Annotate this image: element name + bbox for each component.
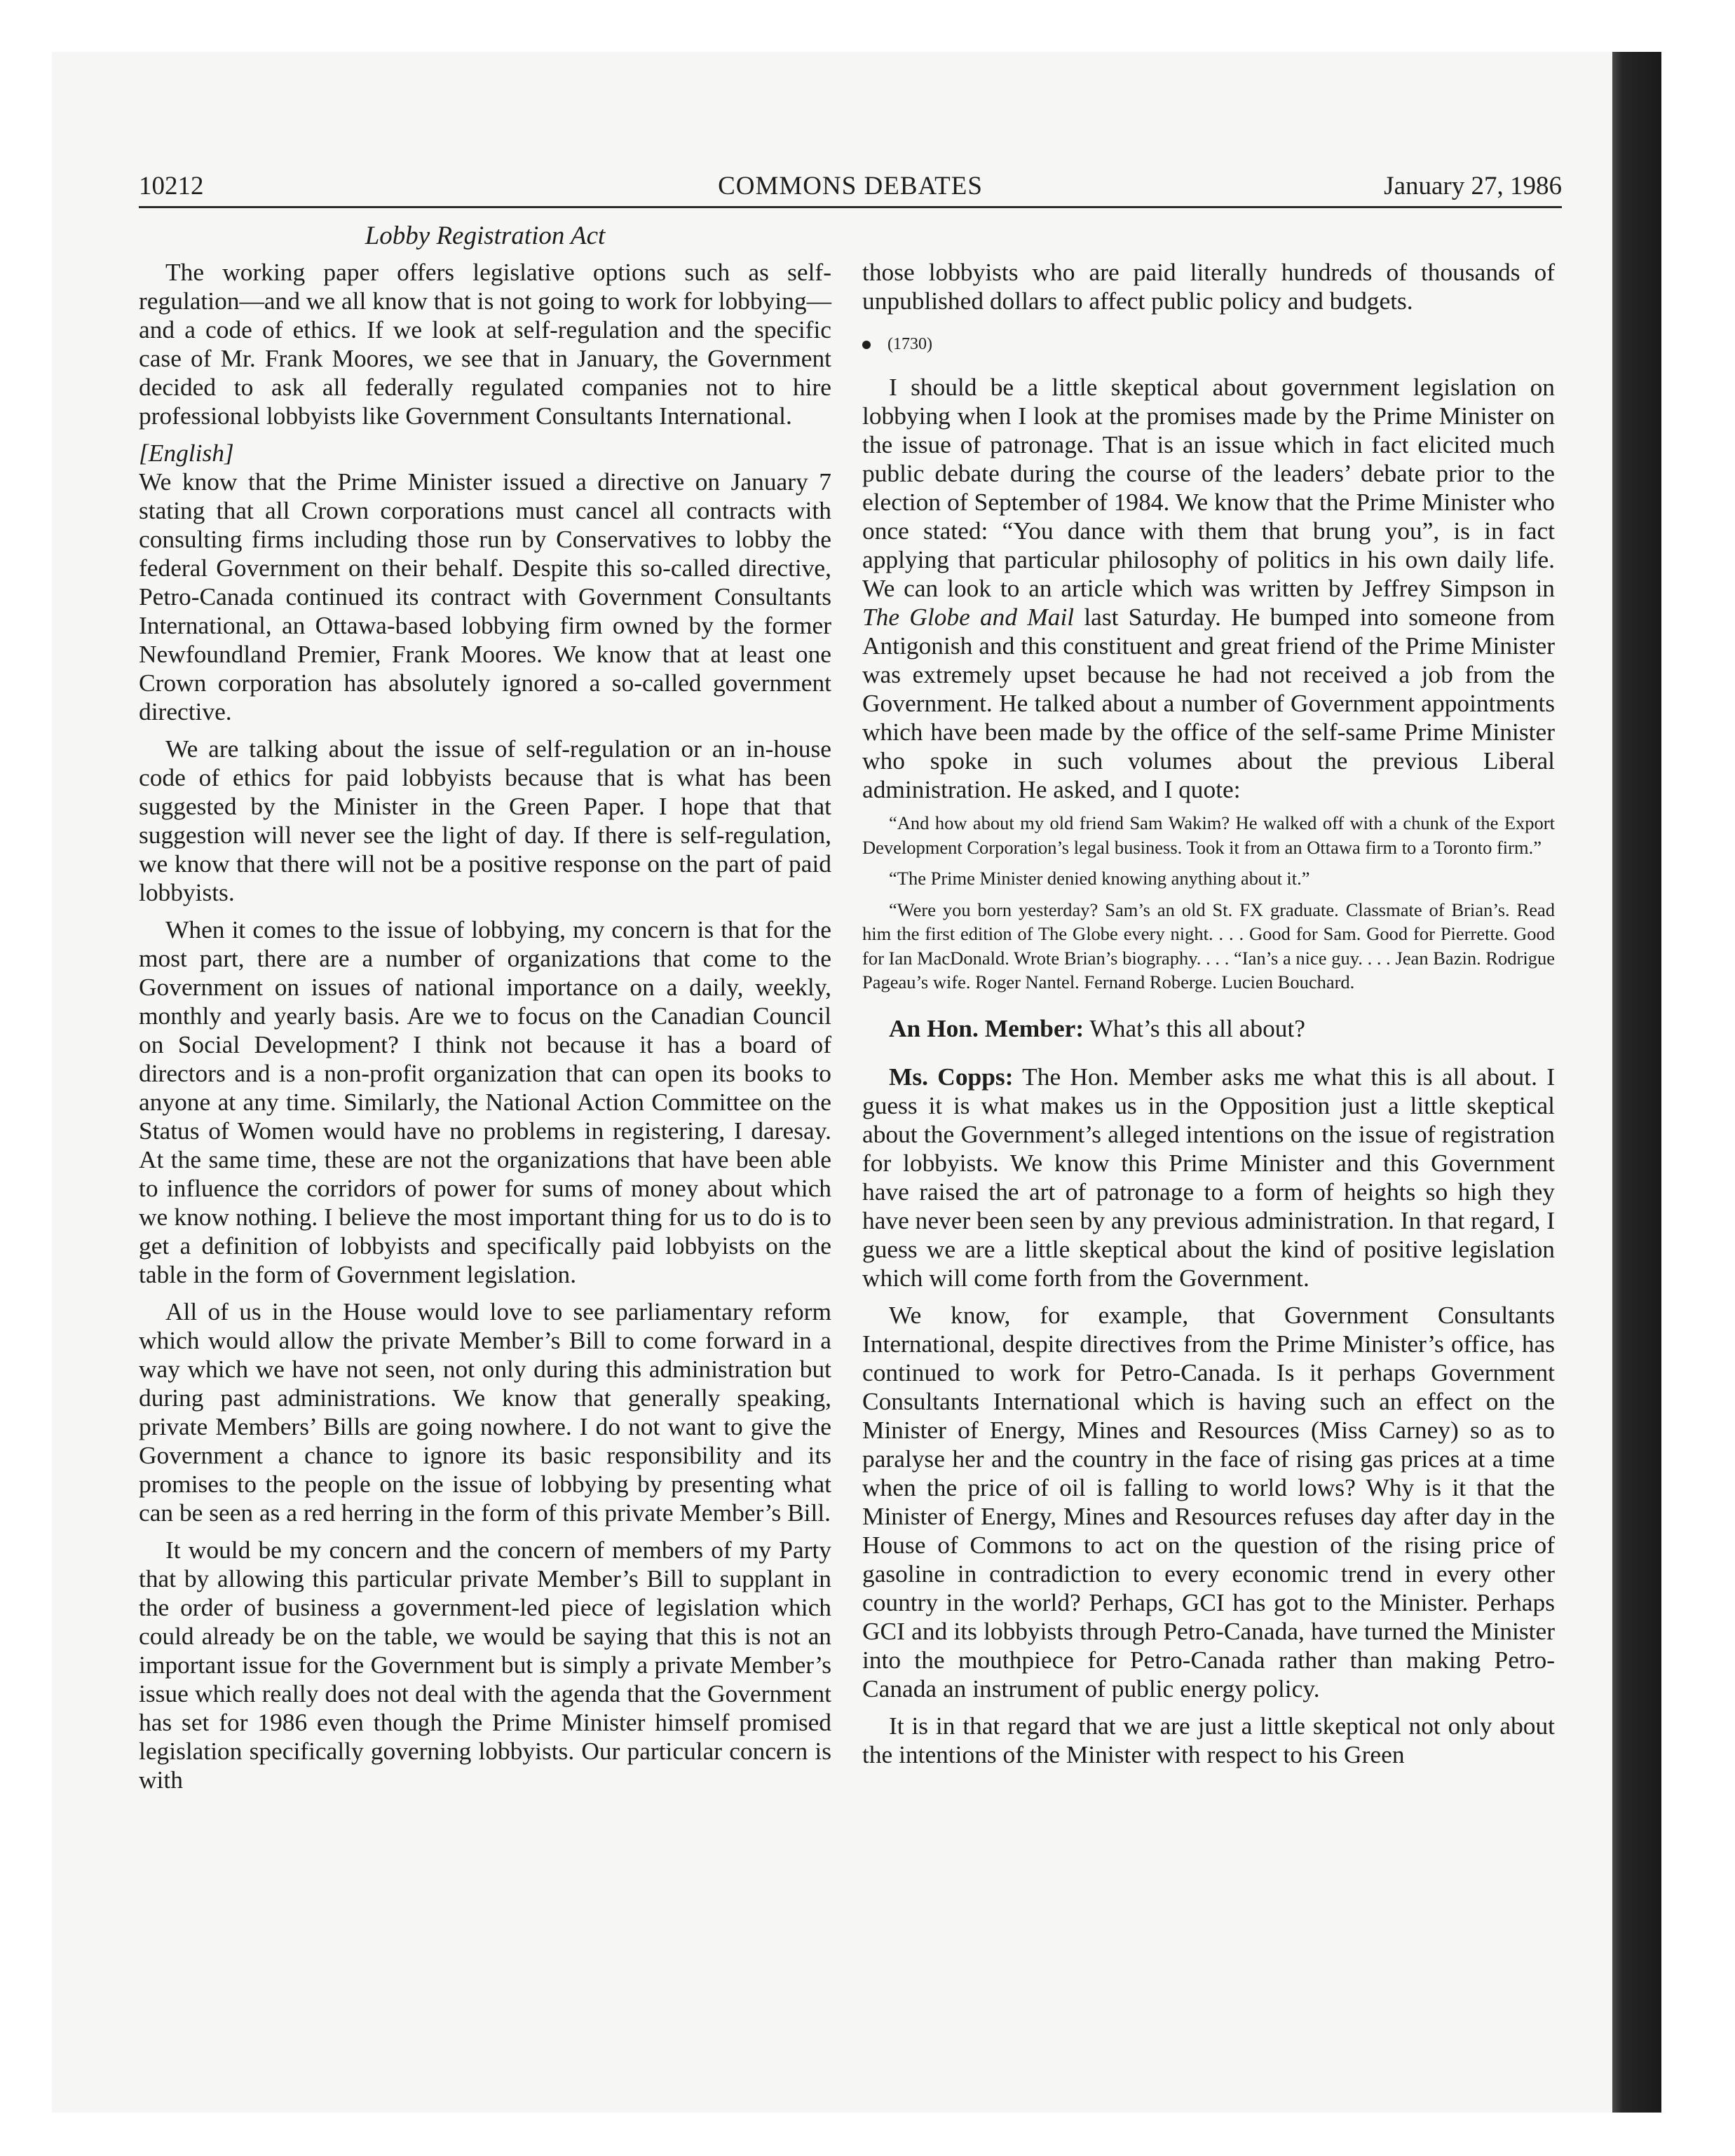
- speech: [862, 1063, 1555, 1292]
- page-date: January 27, 1986: [1384, 172, 1562, 200]
- bullet-icon: [862, 341, 871, 349]
- paragraph: All of us in the House would love to see parliamentary reform which would allow the private Member’s Bill to come forward in a way which we have not seen, not only during this administration but during past administrations. We know that generally speaking, private Members’ Bills are going nowhere. I do not want to give the Government a chance to ignore its basic responsibility and its promises to the people on the issue of lobbying by presenting what can be seen as a red herring in the form of this private Member’s Bill.: [139, 1297, 831, 1527]
- paragraph: It would be my concern and the concern of members of my Party that by allowing this particular private Member’s Bill to supplant in the order of business a government-led piece of legislation which could already be on the table, we would be saying that this is not an important issue for the Government but is simply a private Member’s issue which really does not deal with the agenda that the Government has set for 1986 even though the Prime Minister himself promised legislation specifically governing lobbyists. Our particular concern is with: [139, 1536, 831, 1794]
- timestamp-marker: [862, 334, 1555, 355]
- paragraph-text: last Saturday. He bumped into someone from Antigonish and this constituent and great friend of the Prime Minister was extremely upset because he had not received a job from the Government. He talked about a number of Government appointments which have been made by the office of the self-same Prime Minister who spoke in such volumes about the previous Liberal administration. He asked, and I quote:: [862, 603, 1555, 803]
- quotation: “The Prime Minister denied knowing anything about it.”: [889, 868, 1310, 889]
- paragraph: those lobbyists who are paid literally hundreds of thousands of unpublished dollars to affect public policy and budgets.: [862, 258, 1555, 315]
- paragraph: We know that the Prime Minister issued a directive on January 7 stating that all Crown corporations must cancel all contracts with consulting firms including those run by Conservatives to lobby the federal Government on their behalf. Despite this so-called directive, Petro-Canada continued its contract with Government Consultants International, an Ottawa-based lobbying firm owned by the former Newfoundland Premier, Frank Moores. We know that at least one Crown corporation has absolutely ignored a so-called government directive.: [139, 468, 831, 725]
- speaker-name: Ms. Copps:: [889, 1062, 1014, 1091]
- quotation: “And how about my old friend Sam Wakim? He walked off with a chunk of the Export Development Corporation’s legal business. Took it from an Ottawa firm to a Toronto firm.”: [862, 812, 1555, 858]
- paragraph: When it comes to the issue of lobbying, my concern is that for the most part, there are a number of organizations that come to the Government on issues of national importance on a daily, weekly, monthly and yearly basis. Are we to focus on the Canadian Council on Social Development? I think not because it has a board of directors and is a non-profit organization that can open its books to anyone at any time. Similarly, the National Action Committee on the Status of Women would have no problems in registering, I daresay. At the same time, these are not the organizations that have been able to influence the corridors of power for sums of money about which we know nothing. I believe the most important thing for us to do is to get a definition of lobbyists and specifically paid lobbyists on the table in the form of Government legislation.: [139, 915, 831, 1288]
- right-column: [862, 258, 1555, 1769]
- publication-title: COMMONS DEBATES: [718, 172, 983, 200]
- interjection: [862, 1014, 1555, 1043]
- section-title: Lobby Registration Act: [365, 221, 606, 250]
- quotation: “Were you born yesterday? Sam’s an old St. FX graduate. Classmate of Brian’s. Read him the first edition of The Globe every night. . . . Good for Sam. Good for Pierrette. Good for Ian MacDonald. Wrote Brian’s biography. . . . “Ian’s a nice guy. . . . Jean Bazin. Rodrigue Pageau’s wife. Roger Nantel. Fernand Roberge. Lucien Bouchard.: [862, 899, 1555, 992]
- scan-edge-shadow: [1612, 52, 1661, 2113]
- speaker-name: An Hon. Member:: [889, 1014, 1084, 1042]
- page-header: [139, 170, 1562, 208]
- paragraph: [862, 373, 1555, 804]
- paragraph: We know, for example, that Government Consultants International, despite directives from the Prime Minister’s office, has continued to work for Petro-Canada. Is it perhaps Government Consultants International which is having such an effect on the Minister of Energy, Mines and Resources (Miss Carney) so as to paralyse her and the country in the face of rising gas prices at a time when the price of oil is falling to world lows? Why is it that the Minister of Energy, Mines and Resources refuses day after day in the House of Commons to act on the question of the rising price of gasoline in contradiction to every economic trend in every other country in the world? Perhaps, GCI has got to the Minister. Perhaps GCI and its lobbyists through Petro-Canada, have turned the Minister into the mouthpiece for Petro-Canada rather than making Petro-Canada an instrument of public energy policy.: [862, 1300, 1555, 1703]
- speech-text: The Hon. Member asks me what this is all about. I guess it is what makes us in the Opposition just a little skeptical about the Government’s alleged intentions on the issue of registration for lobbyists. We know this Prime Minister and this Government have raised the art of patronage to a form of heights so high they have never been seen by any previous administration. In that regard, I guess we are a little skeptical about the kind of positive legislation which will come forth from the Government.: [862, 1062, 1555, 1292]
- newspaper-title: The Globe and Mail: [862, 603, 1075, 631]
- timestamp: (1730): [887, 335, 932, 353]
- paragraph: It is in that regard that we are just a little skeptical not only about the intentions of the Minister with respect to his Green: [862, 1711, 1555, 1768]
- speech-text: What’s this all about?: [1084, 1014, 1306, 1042]
- left-column: [139, 258, 831, 1794]
- paragraph-text: I should be a little skeptical about government legislation on lobbying when I look at the promises made by the Prime Minister on the issue of patronage. That is an issue which in fact elicited much public debate during the course of the leaders’ debate prior to the election of September of 1984. We know that the Prime Minister who once stated: “You dance with them that brung you”, is in fact applying that particular philosophy of politics in his own daily life. We can look to an article which was written by Jeffrey Simpson in: [862, 373, 1555, 602]
- paragraph: We are talking about the issue of self-regulation or an in-house code of ethics for paid lobbyists because that is what has been suggested by the Minister in the Green Paper. I hope that that suggestion will never see the light of day. If there is self-regulation, we know that there will not be a positive response on the part of paid lobbyists.: [139, 735, 831, 906]
- language-tag: [English]: [139, 439, 234, 467]
- page-number: 10212: [139, 172, 204, 200]
- paragraph: The working paper offers legislative options such as self-regulation—and we all know that is not going to work for lobbying—and a code of ethics. If we look at self-regulation and the specific case of Mr. Frank Moores, we see that in January, the Government decided to ask all federally regulated companies not to hire professional lobbyists like Government Consultants International.: [139, 258, 831, 430]
